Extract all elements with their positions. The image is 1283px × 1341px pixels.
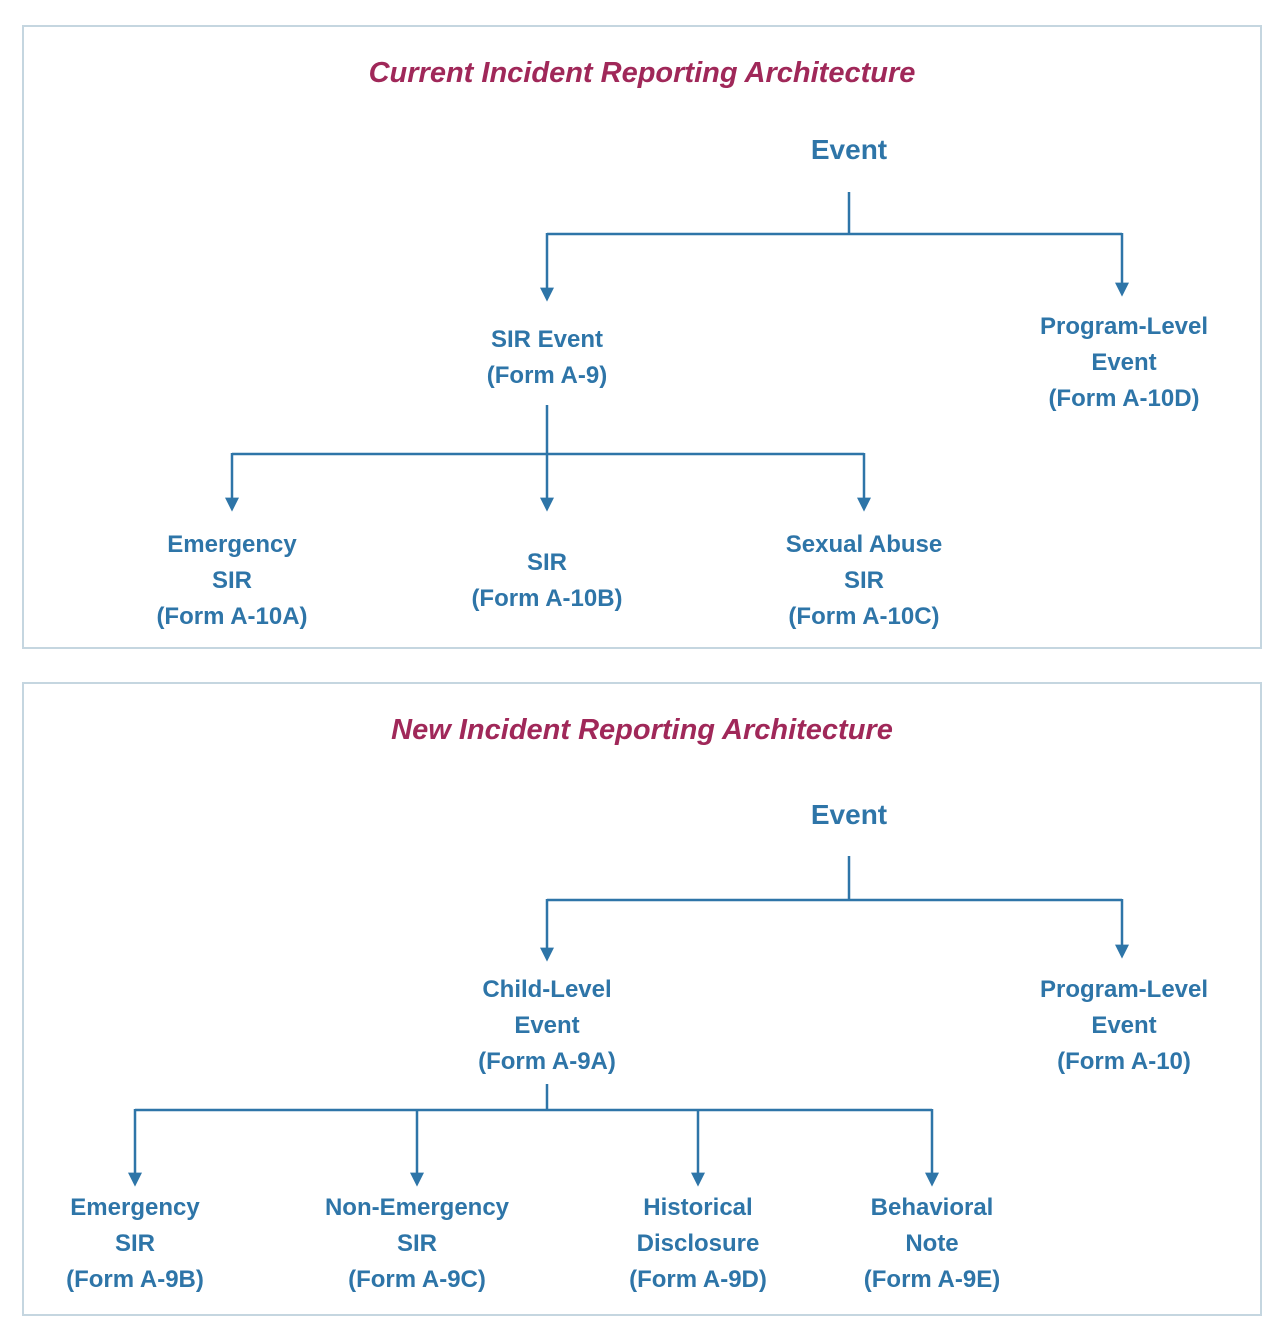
node-line: (Form A-9A) bbox=[478, 1048, 616, 1075]
node-line: Child-Level bbox=[482, 976, 612, 1003]
panel-title: New Incident Reporting Architecture bbox=[391, 714, 893, 746]
node-line: Historical bbox=[643, 1194, 753, 1221]
node-line: SIR bbox=[843, 567, 885, 594]
node-line: (Form A-10) bbox=[1057, 1048, 1191, 1075]
node-program-level-event bbox=[1040, 972, 1208, 1080]
node-line: Behavioral bbox=[870, 1194, 994, 1221]
node-sir-event bbox=[487, 322, 607, 394]
new-architecture-panel bbox=[22, 682, 1262, 1316]
node-line: Program-Level bbox=[1039, 976, 1209, 1003]
node-event bbox=[811, 798, 887, 832]
node-line: Program-Level bbox=[1039, 313, 1209, 340]
node-line: SIR bbox=[396, 1230, 438, 1257]
node-event bbox=[811, 133, 887, 167]
node-emergency-sir bbox=[66, 1190, 204, 1298]
node-line: Emergency bbox=[167, 531, 297, 558]
node-historical-disclosure bbox=[629, 1190, 767, 1298]
node-line: (Form A-9B) bbox=[66, 1266, 204, 1293]
current-architecture-panel bbox=[22, 25, 1262, 649]
node-line: (Form A-10C) bbox=[788, 603, 940, 630]
node-line: Event bbox=[1091, 1012, 1157, 1039]
node-program-level-event bbox=[1040, 309, 1208, 417]
node-non-emergency-sir bbox=[325, 1190, 509, 1298]
node-line: (Form A-10B) bbox=[471, 585, 623, 612]
node-behavioral-note bbox=[864, 1190, 1000, 1298]
node-line: Disclosure bbox=[636, 1230, 760, 1257]
node-line: Event bbox=[810, 799, 888, 830]
node-line: (Form A-9) bbox=[486, 362, 608, 389]
node-line: Non-Emergency bbox=[324, 1194, 510, 1221]
node-emergency-sir bbox=[156, 527, 307, 635]
node-line: (Form A-9D) bbox=[629, 1266, 767, 1293]
panel-title: Current Incident Reporting Architecture bbox=[368, 57, 916, 89]
node-line: (Form A-10A) bbox=[156, 603, 308, 630]
node-line: Sexual Abuse bbox=[785, 531, 943, 558]
node-line: SIR bbox=[211, 567, 252, 594]
node-line: Event bbox=[514, 1012, 580, 1039]
node-sexual-abuse-sir bbox=[786, 527, 943, 635]
node-line: Event bbox=[810, 134, 888, 165]
node-line: Event bbox=[1091, 349, 1157, 376]
node-line: (Form A-9C) bbox=[348, 1266, 486, 1293]
node-line: (Form A-10D) bbox=[1048, 385, 1200, 412]
node-line: SIR bbox=[114, 1230, 156, 1257]
node-line: (Form A-9E) bbox=[863, 1266, 1001, 1293]
node-sir bbox=[471, 545, 622, 617]
node-line: Note bbox=[905, 1230, 959, 1257]
node-line: SIR bbox=[526, 549, 567, 576]
node-line: SIR Event bbox=[490, 326, 604, 353]
node-line: Emergency bbox=[70, 1194, 200, 1221]
node-child-level-event bbox=[478, 972, 616, 1080]
